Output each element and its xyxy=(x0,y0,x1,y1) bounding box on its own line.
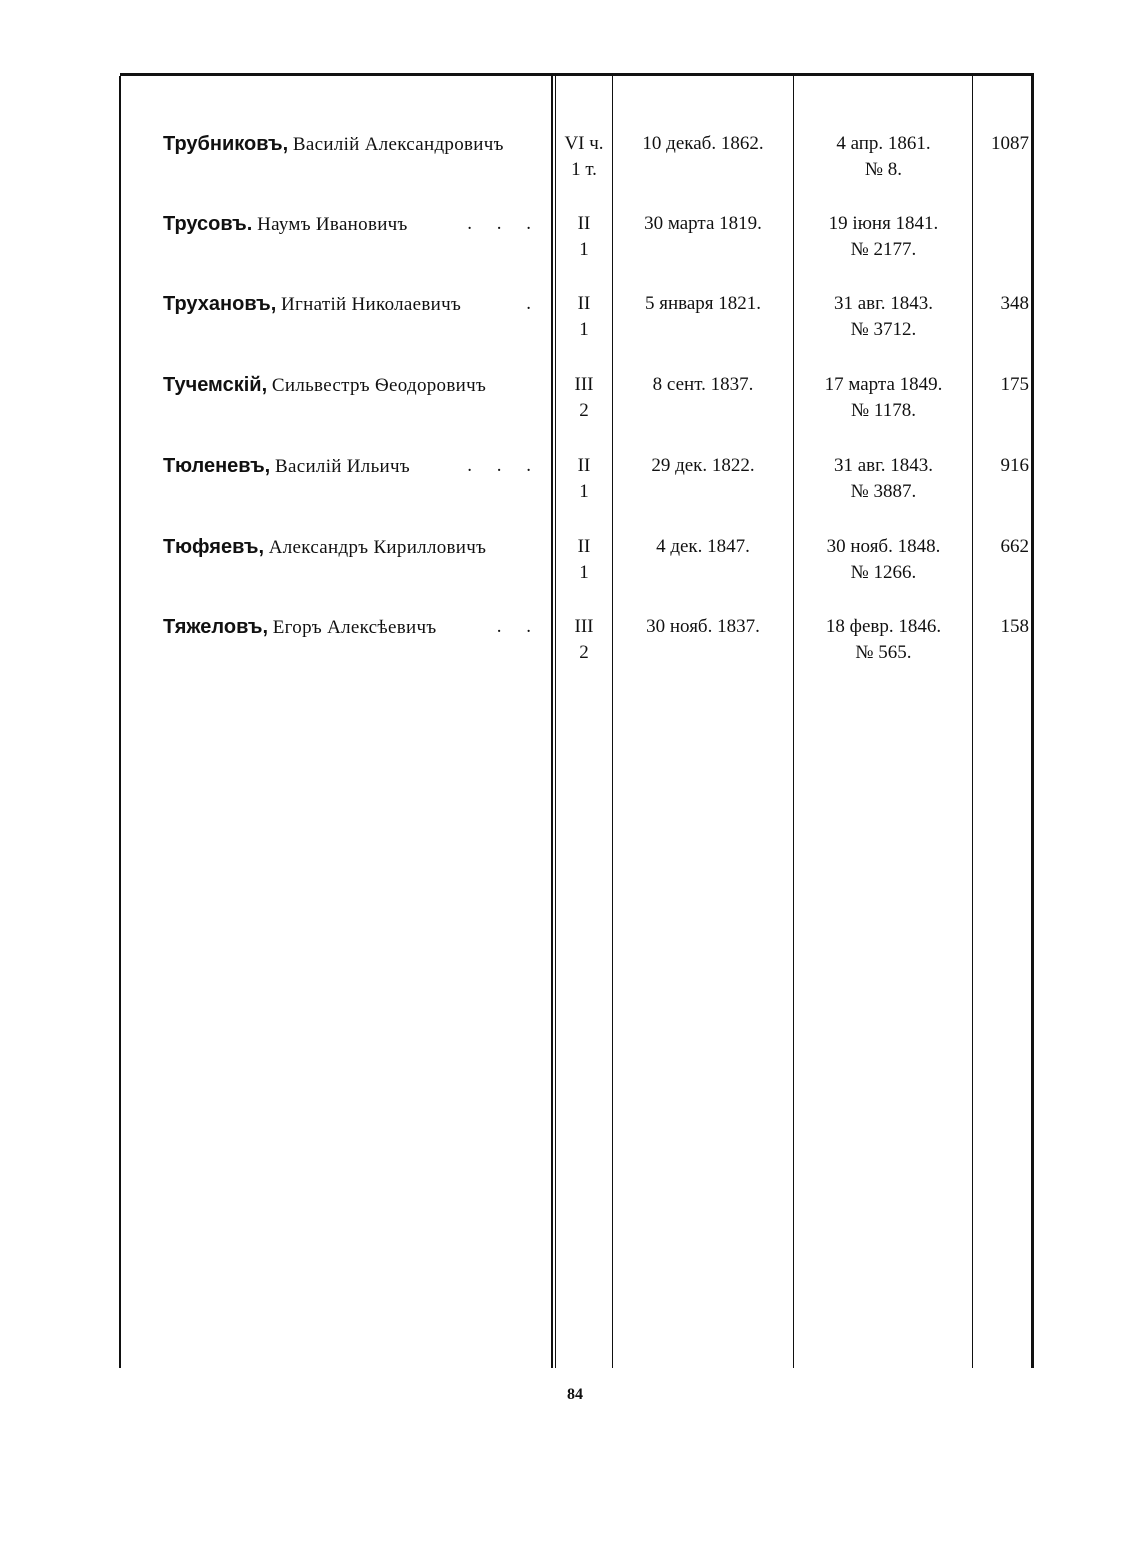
volume-cell xyxy=(556,534,612,586)
part: 2 xyxy=(579,642,589,663)
table-row xyxy=(121,291,1031,361)
volume: II xyxy=(577,455,591,476)
surname: Трухановъ, xyxy=(163,293,277,315)
table-row xyxy=(121,614,1031,684)
right-border xyxy=(1031,76,1034,1368)
part: 1 т. xyxy=(571,159,597,180)
part: 1 xyxy=(579,562,589,583)
page-ref-cell: 348 xyxy=(1000,293,1029,314)
person-name xyxy=(163,211,549,238)
page-number: 84 xyxy=(567,1386,583,1403)
surname: Тюфяевъ, xyxy=(163,536,264,558)
decree-date: 30 нояб. 1848. xyxy=(826,536,941,557)
table-row xyxy=(121,453,1031,523)
given-names: Василій Александровичъ xyxy=(292,134,504,155)
table-row xyxy=(121,211,1031,281)
volume: VI ч. xyxy=(564,133,604,154)
decree-cell xyxy=(794,614,973,666)
decree-date: 31 авг. 1843. xyxy=(833,455,934,476)
decree-number: № 3712. xyxy=(850,319,917,340)
person-name xyxy=(163,534,549,561)
surname: Трубниковъ, xyxy=(163,133,289,155)
part: 2 xyxy=(579,400,589,421)
person-name xyxy=(163,614,549,641)
decree-cell xyxy=(794,534,973,586)
surname: Тучемскій, xyxy=(163,374,268,396)
date-cell: 29 дек. 1822. xyxy=(651,455,755,476)
part: 1 xyxy=(579,481,589,502)
leader-dots: . xyxy=(526,293,541,314)
decree-number: № 1178. xyxy=(851,400,916,421)
page-ref-cell: 916 xyxy=(1000,455,1029,476)
surname: Трусовъ. xyxy=(163,213,253,235)
volume-cell xyxy=(556,372,612,424)
leader-dots: . . . xyxy=(467,213,541,234)
page-ref-cell: 662 xyxy=(1000,536,1029,557)
decree-number: № 3887. xyxy=(850,481,917,502)
given-names: Наумъ Ивановичъ xyxy=(257,214,408,235)
given-names: Александръ Кирилловичъ xyxy=(268,537,487,558)
decree-date: 17 марта 1849. xyxy=(824,374,943,395)
decree-cell xyxy=(794,211,973,263)
volume-cell xyxy=(556,211,612,263)
decree-date: 31 авг. 1843. xyxy=(833,293,934,314)
decree-cell xyxy=(794,291,973,343)
volume-cell xyxy=(556,131,612,183)
given-names: Игнатій Николаевичъ xyxy=(281,294,462,315)
given-names: Сильвестръ Ѳеодоровичъ xyxy=(271,375,487,396)
volume: III xyxy=(574,616,594,637)
person-name xyxy=(163,453,549,480)
top-rule xyxy=(120,73,1034,76)
given-names: Егоръ Алексѣевичъ xyxy=(272,617,437,638)
page-ref-cell: 175 xyxy=(1000,374,1029,395)
table-row xyxy=(121,372,1031,442)
date-cell: 30 нояб. 1837. xyxy=(646,616,760,637)
volume-cell xyxy=(556,453,612,505)
volume: III xyxy=(574,374,594,395)
decree-cell xyxy=(794,453,973,505)
person-name xyxy=(163,131,549,158)
decree-date: 4 апр. 1861. xyxy=(836,133,931,154)
date-cell: 8 сент. 1837. xyxy=(652,374,754,395)
volume-cell xyxy=(556,614,612,666)
volume: II xyxy=(577,293,591,314)
surname: Тюленевъ, xyxy=(163,455,271,477)
decree-number: № 565. xyxy=(855,642,912,663)
volume: II xyxy=(577,213,591,234)
decree-date: 19 іюня 1841. xyxy=(828,213,939,234)
date-cell: 30 марта 1819. xyxy=(644,213,762,234)
table-row xyxy=(121,131,1031,201)
person-name xyxy=(163,291,549,318)
decree-number: № 8. xyxy=(864,159,903,180)
volume: II xyxy=(577,536,591,557)
decree-number: № 1266. xyxy=(850,562,917,583)
surname: Тяжеловъ, xyxy=(163,616,269,638)
table-row xyxy=(121,534,1031,604)
page-ref-cell: 158 xyxy=(1000,616,1029,637)
date-cell: 5 января 1821. xyxy=(644,293,762,314)
decree-cell xyxy=(794,372,973,424)
leader-dots: . . . xyxy=(467,455,541,476)
date-cell: 10 декаб. 1862. xyxy=(642,133,764,154)
person-name xyxy=(163,372,549,399)
page-ref-cell: 1087 xyxy=(991,133,1029,154)
decree-cell xyxy=(794,131,973,183)
given-names: Василій Ильичъ xyxy=(275,456,411,477)
part: 1 xyxy=(579,239,589,260)
date-cell: 4 дек. 1847. xyxy=(656,536,750,557)
volume-cell xyxy=(556,291,612,343)
leader-dots: . . xyxy=(496,616,541,637)
decree-date: 18 февр. 1846. xyxy=(825,616,942,637)
part: 1 xyxy=(579,319,589,340)
decree-number: № 2177. xyxy=(850,239,917,260)
